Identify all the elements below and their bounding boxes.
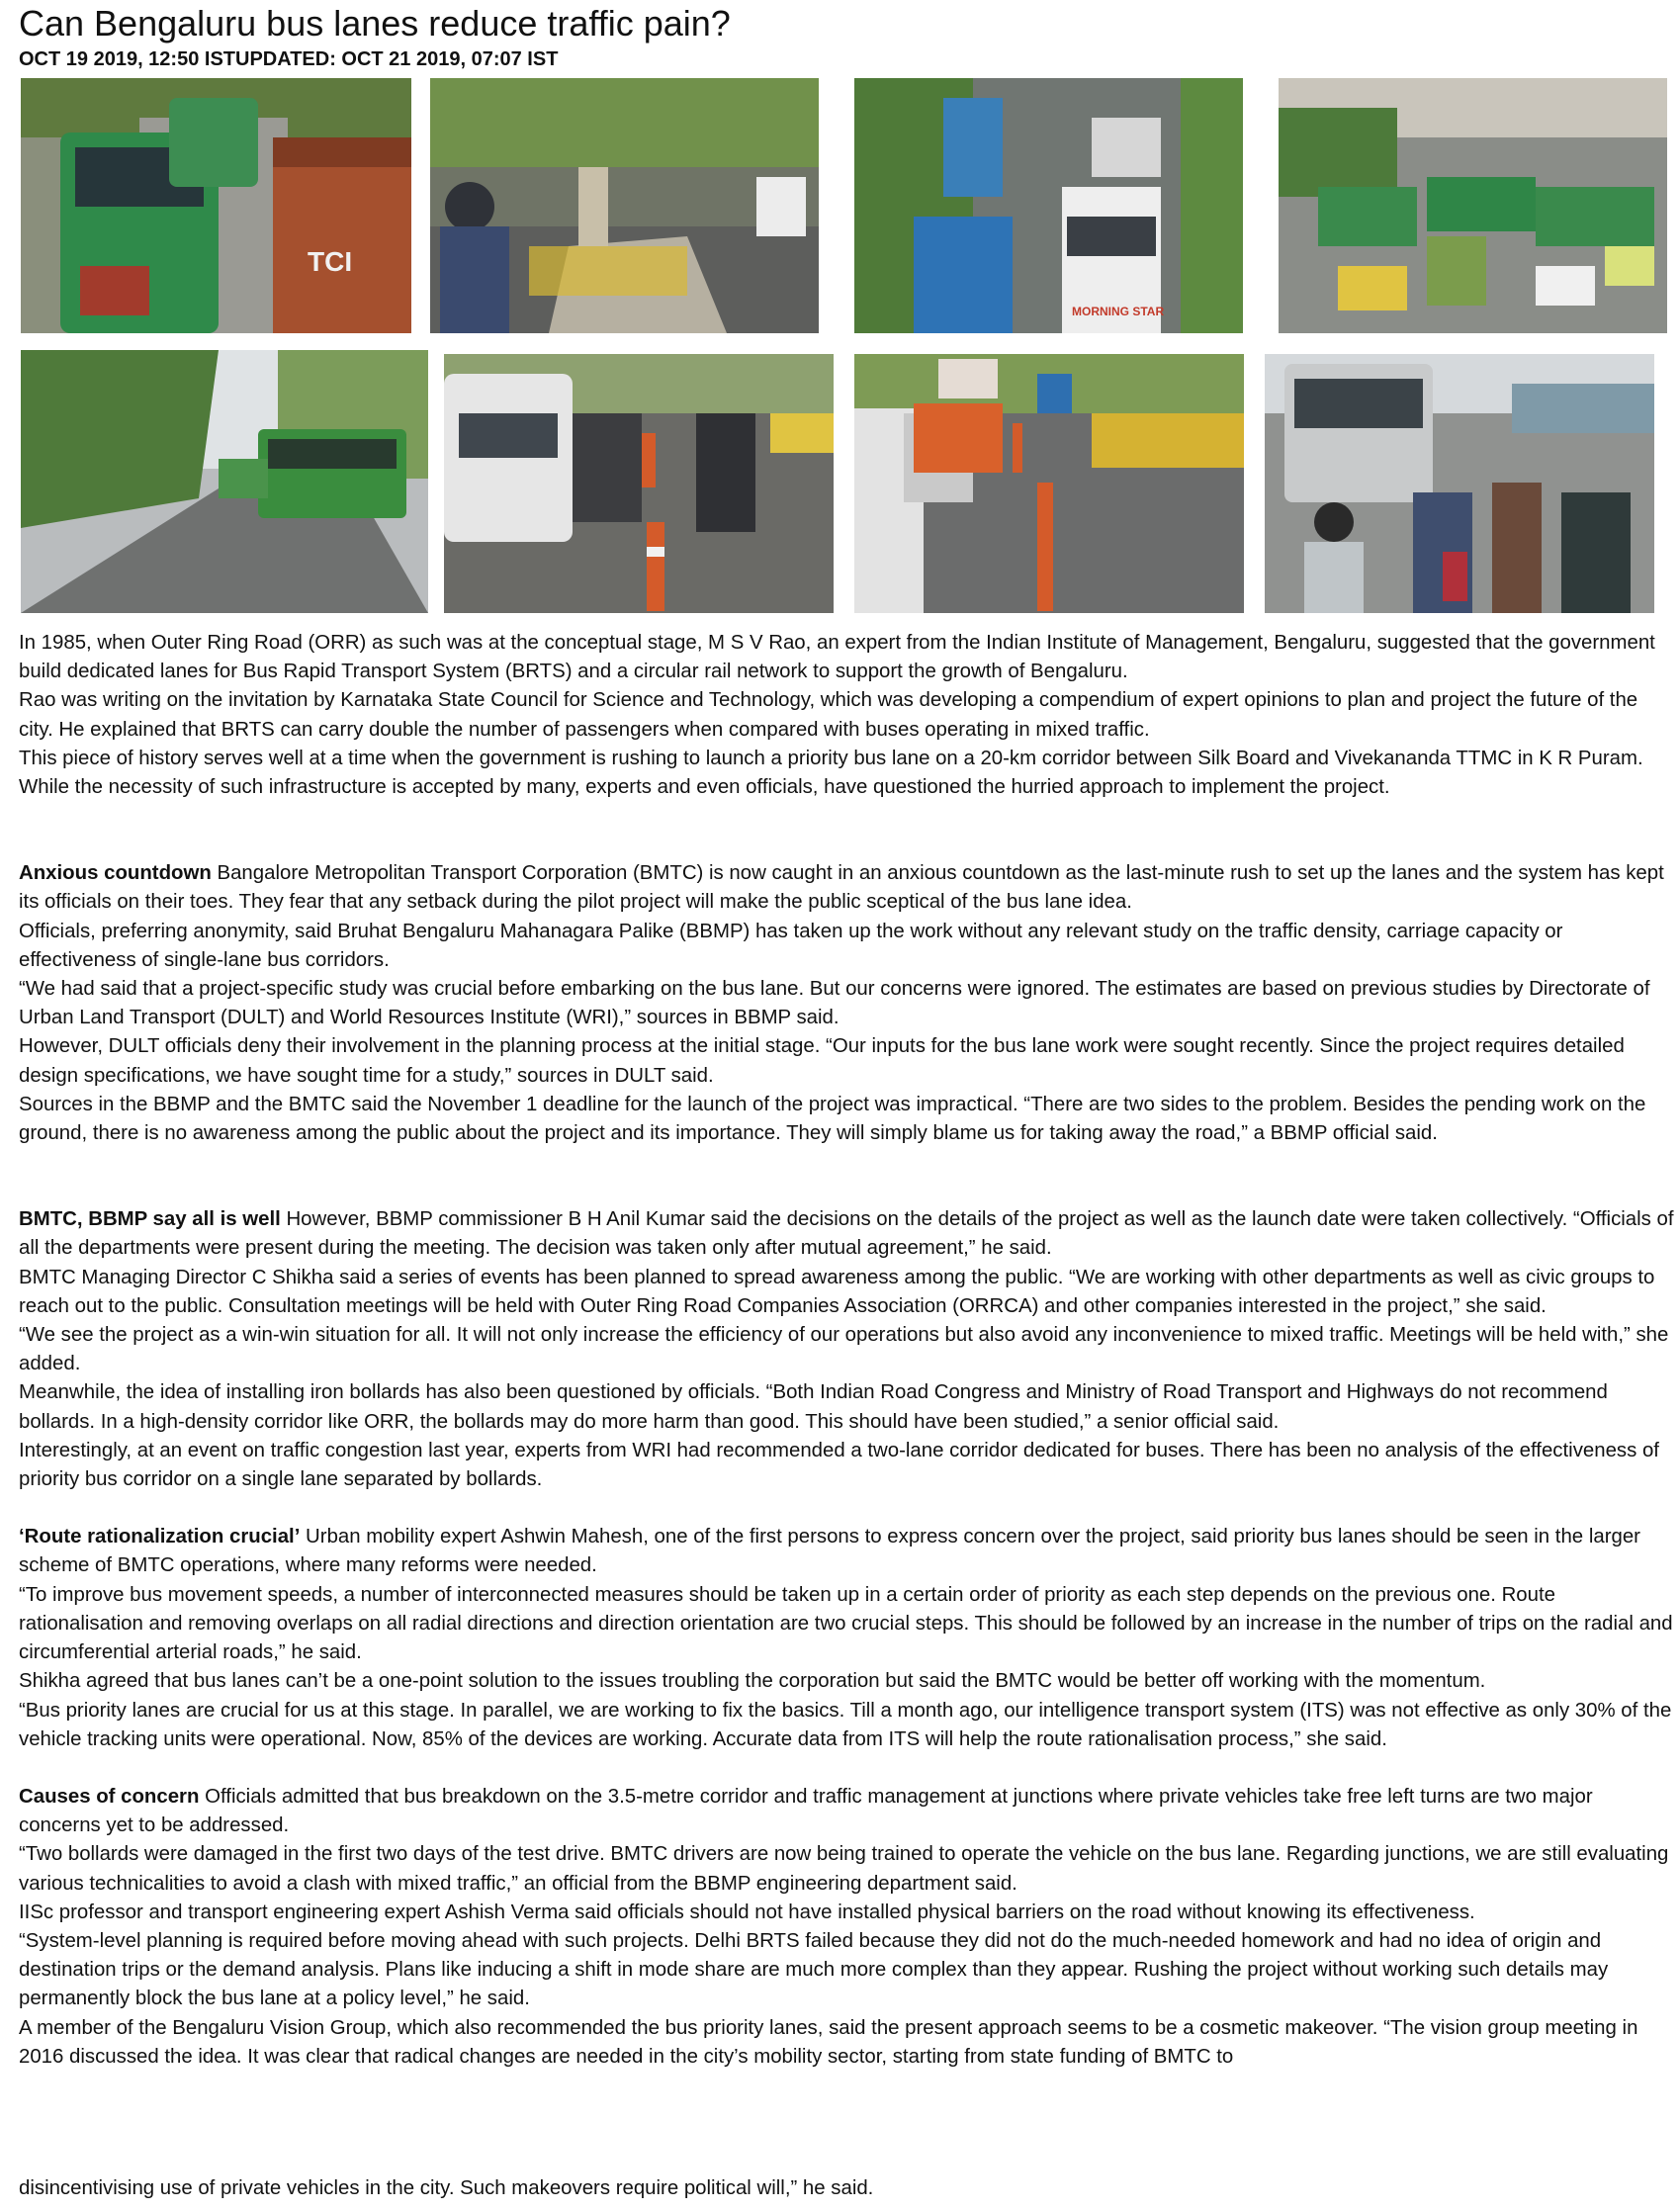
paragraph: “Two bollards were damaged in the first two days of the test drive. BMTC drivers are now being trained to operate the vehicle on the bus lane. Regarding junctions, we are still evaluating various technicalities to avoid a clash with mixed traffic,” an official from the BBMP engineering department said. <box>19 1843 1669 1895</box>
paragraph: BMTC Managing Director C Shikha said a series of events has been planned to spread awareness among the public. “We are working with other departments as well as civic groups to reach out to the public. Consultation meetings will be held with Outer Ring Road Companies Association (ORRCA) and other companies interested in the project,” she said. <box>19 1266 1655 1317</box>
paragraph: “System-level planning is required before moving ahead with such projects. Delhi BRTS failed because they did not do the much-needed homework and had no idea of origin and destination trips or the demand analysis. Plans like inducing a shift in mode share are much more complex than they appear. Rushing the project without working such details may permanently block the bus lane at a policy level,” he said. <box>19 1929 1609 2010</box>
lead-text: Urban mobility expert Ashwin Mahesh, one of the first persons to express concern over the project, said priority bus lanes should be seen in the larger scheme of BMTC operations, where many reforms were needed. <box>19 1526 1640 1577</box>
paragraph: “Bus priority lanes are crucial for us at this stage. In parallel, we are working to fix the basics. Till a month ago, our intelligence transport system (ITS) was not effective as only 30% of the vehicle tracking units were operational. Now, 85% of the devices are working. Accurate data from ITS will help the route rationalisation process,” she said. <box>19 1699 1672 1750</box>
paragraph: IISc professor and transport engineering expert Ashish Verma said officials should not have installed physical barriers on the road without knowing its effectiveness. <box>19 1901 1475 1923</box>
truck-tci-label: TCI <box>308 246 353 277</box>
section-heading-route: ‘Route rationalization crucial’ <box>19 1526 301 1548</box>
intro-paragraph: This piece of history serves well at a time when the government is rushing to launch a priority bus lane on a 20-km corridor between Silk Board and Vivekananda TTMC in K R Puram. While the necessity of such infrastructure is accepted by many, experts and even officials, have questioned the hurried approach to implement the project. <box>19 747 1643 799</box>
section-heading-concern: Causes of concern <box>19 1785 200 1808</box>
continuation-paragraph: disincentivising use of private vehicles in the city. Such makeovers require political will,” he said. <box>19 2177 874 2199</box>
lead-text: However, BBMP commissioner B H Anil Kumar said the decisions on the details of the project as well as the launch date were taken collectively. “Officials of all the departments were present during the meeting. The decision was taken only after mutual agreement,” he said. <box>19 1208 1674 1260</box>
photo-crowd-boarding-bus <box>1265 354 1654 613</box>
section-concern-lead <box>19 1783 1675 1840</box>
paragraph: Sources in the BBMP and the BMTC said the November 1 deadline for the launch of the project was impractical. “There are two sides to the problem. Besides the pending work on the ground, there is no awareness among the public about the project and its importance. They will simply blame us for taking away the road,” a BBMP official said. <box>19 1093 1646 1145</box>
paragraph: Shikha agreed that bus lanes can’t be a one-point solution to the issues troubling the corporation but said the BMTC would be better off working with the momentum. <box>19 1670 1486 1693</box>
paragraph: A member of the Bengaluru Vision Group, which also recommended the bus priority lanes, said the present approach seems to be a cosmetic makeover. “The vision group meeting in 2016 discussed the idea. It was clear that radical changes are needed in the city’s mobility sector, starting from state funding of BMTC to <box>19 2016 1638 2068</box>
article-headline: Can Bengaluru bus lanes reduce traffic pain? <box>19 3 731 44</box>
bus-morning-star-label: MORNING STAR <box>1072 305 1165 318</box>
photo-bollards-with-suv-and-bikers <box>444 354 834 613</box>
section-heading-anxious: Anxious countdown <box>19 862 212 885</box>
photo-buses-at-junction <box>1279 78 1667 333</box>
photo-green-bus-tree-lined-road <box>21 350 428 613</box>
intro-paragraph: Rao was writing on the invitation by Karnataka State Council for Science and Technology, which was developing a compendium of expert opinions to plan and project the future of the city. He explained that BRTS can carry double the number of passengers when compared with buses operating in mixed traffic. <box>19 689 1638 741</box>
photo-bus-and-truck <box>21 78 411 333</box>
paragraph: Officials, preferring anonymity, said Bruhat Bengaluru Mahanagara Palike (BBMP) has taken up the work without any relevant study on the traffic density, carriage capacity or effectiveness of single-lane bus corridors. <box>19 920 1563 971</box>
section-anxious-lead <box>19 859 1675 917</box>
intro-paragraph: In 1985, when Outer Ring Road (ORR) as such was at the conceptual stage, M S V Rao, an expert from the Indian Institute of Management, Bengaluru, suggested that the government build dedicated lanes for Bus Rapid Transport System (BRTS) and a circular rail network to support the growth of Bengaluru. <box>19 632 1655 683</box>
section-heading-all-well: BMTC, BBMP say all is well <box>19 1208 281 1231</box>
lead-text: Officials admitted that bus breakdown on the 3.5-metre corridor and traffic management at junctions where private vehicles take free left turns are two major concerns yet to be addressed. <box>19 1785 1593 1837</box>
section-route-lead <box>19 1523 1675 1580</box>
paragraph: “To improve bus movement speeds, a number of interconnected measures should be taken up in a certain order of priority as each step depends on the previous one. Route rationalisation and removing overlaps on all radial directions and direction orientation are two crucial steps. This should be followed by an increase in the number of trips on the radial and circumferential arterial roads,” he said. <box>19 1583 1673 1664</box>
section-all-well-lead <box>19 1205 1675 1263</box>
article-dateline: OCT 19 2019, 12:50 ISTUPDATED: OCT 21 2019, 07:07 IST <box>19 48 559 70</box>
lead-text: Bangalore Metropolitan Transport Corporation (BMTC) is now caught in an anxious countdown as the last-minute rush to set up the lanes and the system has kept its officials on their toes. They fear that any setback during the pilot project will make the public sceptical of the bus lane idea. <box>19 862 1664 914</box>
paragraph: “We see the project as a win-win situation for all. It will not only increase the efficiency of our operations but also avoid any inconvenience to mixed traffic. Meetings will be held with,” she added. <box>19 1324 1669 1375</box>
photo-bollard-lane-cars <box>854 354 1244 613</box>
article-body <box>19 629 1675 2072</box>
photo-traffic-jam-buses <box>854 78 1243 333</box>
paragraph: Meanwhile, the idea of installing iron bollards has also been questioned by officials. “Both Indian Road Congress and Ministry of Road Transport and Highways do not recommend bollards. In a high-density corridor like ORR, the bollards may do more harm than good. This should have been studied,” a senior official said. <box>19 1381 1608 1433</box>
paragraph: However, DULT officials deny their involvement in the planning process at the initial stage. “Our inputs for the bus lane work were sought recently. Since the project requires detailed design specifications, we have sought time for a study,” sources in DULT said. <box>19 1035 1625 1087</box>
paragraph: “We had said that a project-specific study was crucial before embarking on the bus lane. But our concerns were ignored. The estimates are based on previous studies by Directorate of Urban Land Transport (DULT) and World Resources Institute (WRI),” sources in BBMP said. <box>19 978 1650 1029</box>
photo-bikers-median-barricade <box>430 78 819 333</box>
paragraph: Interestingly, at an event on traffic congestion last year, experts from WRI had recommended a two-lane corridor dedicated for buses. There has been no analysis of the effectiveness of priority bus corridor on a single lane separated by bollards. <box>19 1439 1659 1491</box>
